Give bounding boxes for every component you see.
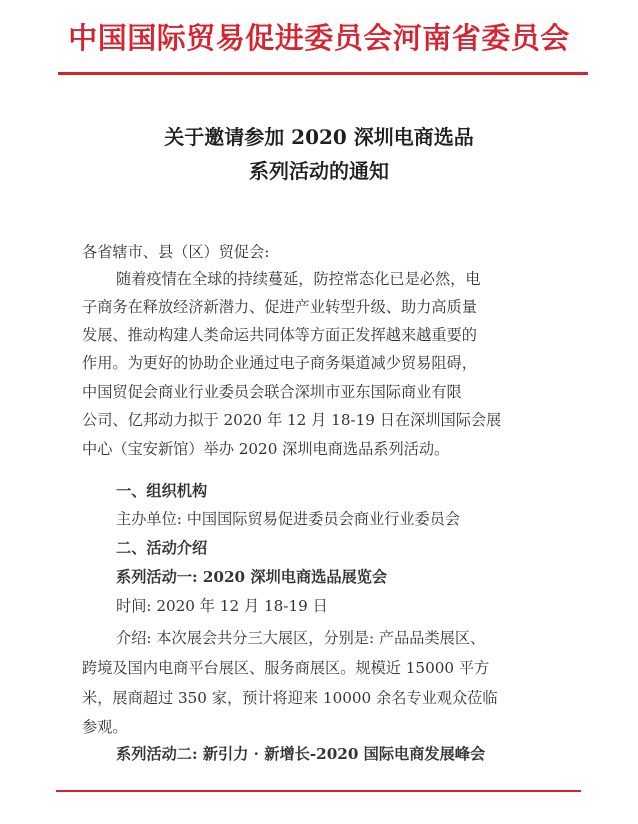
footer-rule [56, 790, 581, 792]
paragraph-line: 中心（宝安新馆）举办 2020 深圳电商选品系列活动。 [82, 440, 450, 458]
activity1-time: 时间: 2020 年 12 月 18-19 日 [116, 597, 328, 615]
paragraph-line: 随着疫情在全球的持续蔓延，防控常态化已是必然，电 [116, 270, 481, 288]
paragraph-line: 中国贸促会商业行业委员会联合深圳市亚东国际商业有限 [82, 383, 462, 401]
letterhead-org-name: 中国国际贸易促进委员会河南省委员会 [68, 21, 570, 55]
section-heading-activities: 二、活动介绍 [116, 539, 208, 557]
paragraph-line: 子商务在释放经济新潜力、促进产业转型升级、助力高质量 [82, 298, 477, 316]
paragraph-line: 公司、亿邦动力拟于 2020 年 12 月 18-19 日在深圳国际会展 [82, 411, 502, 429]
activity1-intro-line: 米，展商超过 350 家，预计将迎来 10000 余名专业观众莅临 [82, 689, 498, 707]
section-heading-organization: 一、组织机构 [116, 482, 208, 500]
activity1-title: 系列活动一: 2020 深圳电商选品展览会 [116, 568, 388, 586]
activity1-intro-line: 参观。 [82, 718, 128, 736]
letterhead-red-rule [58, 72, 588, 75]
host-organization: 主办单位: 中国国际贸易促进委员会商业行业委员会 [116, 510, 461, 528]
paragraph-line: 发展、推动构建人类命运共同体等方面正发挥越来越重要的 [82, 326, 477, 344]
activity1-intro-line: 跨境及国内电商平台展区、服务商展区。规模近 15000 平方 [82, 659, 490, 677]
salutation: 各省辖市、县（区）贸促会: [82, 243, 270, 261]
paragraph-line: 作用。为更好的协助企业通过电子商务渠道减少贸易阻碍， [82, 354, 477, 372]
document-title-line1: 关于邀请参加 2020 深圳电商选品 [164, 125, 474, 149]
activity2-title: 系列活动二: 新引力 · 新增长-2020 国际电商发展峰会 [116, 745, 486, 763]
activity1-intro-line: 介绍: 本次展会共分三大展区，分别是: 产品品类展区、 [116, 629, 486, 647]
document-title-line2: 系列活动的通知 [249, 159, 389, 183]
